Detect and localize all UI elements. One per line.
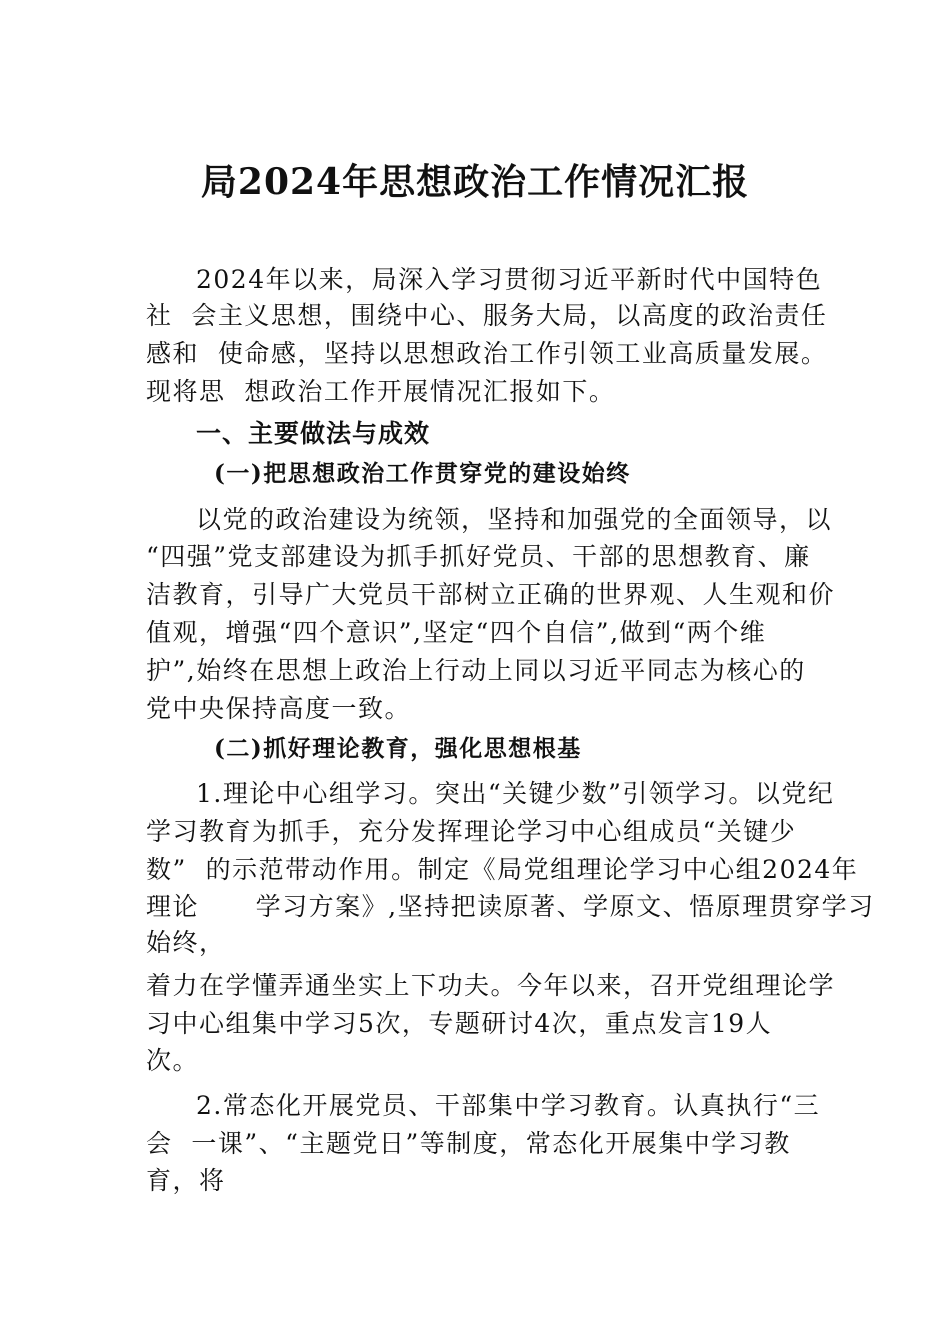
item2-line-3: 育，将 xyxy=(146,1166,226,1195)
document-title: 局2024年思想政治工作情况汇报 xyxy=(200,161,750,203)
intro-line-3: 感和 使命感，坚持以思想政治工作引领工业高质量发展。 xyxy=(146,339,828,368)
intro-line-2: 社 会主义思想，围绕中心、服务大局，以高度的政治责任 xyxy=(146,301,828,330)
subsection-2-heading: (二)抓好理论教育，强化思想根基 xyxy=(214,735,582,762)
item1-line-6: 着力在学懂弄通坐实上下功夫。今年以来，召开党组理论学 xyxy=(146,971,836,1000)
sub1-line-5: 护”,始终在思想上政治上行动上同以习近平同志为核心的 xyxy=(146,656,806,685)
sub1-line-1: 以党的政治建设为统领，坚持和加强党的全面领导，以 xyxy=(196,505,833,534)
item1-line-4: 理论 学习方案》,坚持把读原著、学原文、悟原理贯穿学习 xyxy=(146,892,875,921)
intro-line-1: 2024年以来，局深入学习贯彻习近平新时代中国特色 xyxy=(196,265,823,294)
sub1-line-4: 值观，增强“四个意识”,坚定“四个自信”,做到“两个维 xyxy=(146,618,767,647)
intro-line-4: 现将思 想政治工作开展情况汇报如下。 xyxy=(146,377,616,406)
sub1-line-2: “四强”党支部建设为抓手抓好党员、干部的思想教育、廉 xyxy=(146,542,811,571)
item1-line-1: 1.理论中心组学习。突出“关键少数”引领学习。以党纪 xyxy=(196,779,835,808)
item1-line-3: 数” 的示范带动作用。制定《局党组理论学习中心组2024年 xyxy=(146,855,859,884)
item1-line-7: 习中心组集中学习5次，专题研讨4次，重点发言19人 xyxy=(146,1009,773,1038)
sub1-line-3: 洁教育，引导广大党员干部树立正确的世界观、人生观和价 xyxy=(146,580,836,609)
item2-line-2: 会 一课”、“主题党日”等制度，常态化开展集中学习教 xyxy=(146,1129,791,1158)
item1-line-2: 学习教育为抓手，充分发挥理论学习中心组成员“关键少 xyxy=(146,817,797,846)
sub1-line-6: 党中央保持高度一致。 xyxy=(146,694,412,723)
section-1-heading: 一、主要做法与成效 xyxy=(196,419,431,448)
subsection-1-heading: (一)把思想政治工作贯穿党的建设始终 xyxy=(214,460,631,487)
item1-line-5: 始终， xyxy=(146,928,226,957)
item1-line-8: 次。 xyxy=(146,1046,200,1075)
item2-line-1: 2.常态化开展党员、干部集中学习教育。认真执行“三 xyxy=(196,1091,821,1120)
